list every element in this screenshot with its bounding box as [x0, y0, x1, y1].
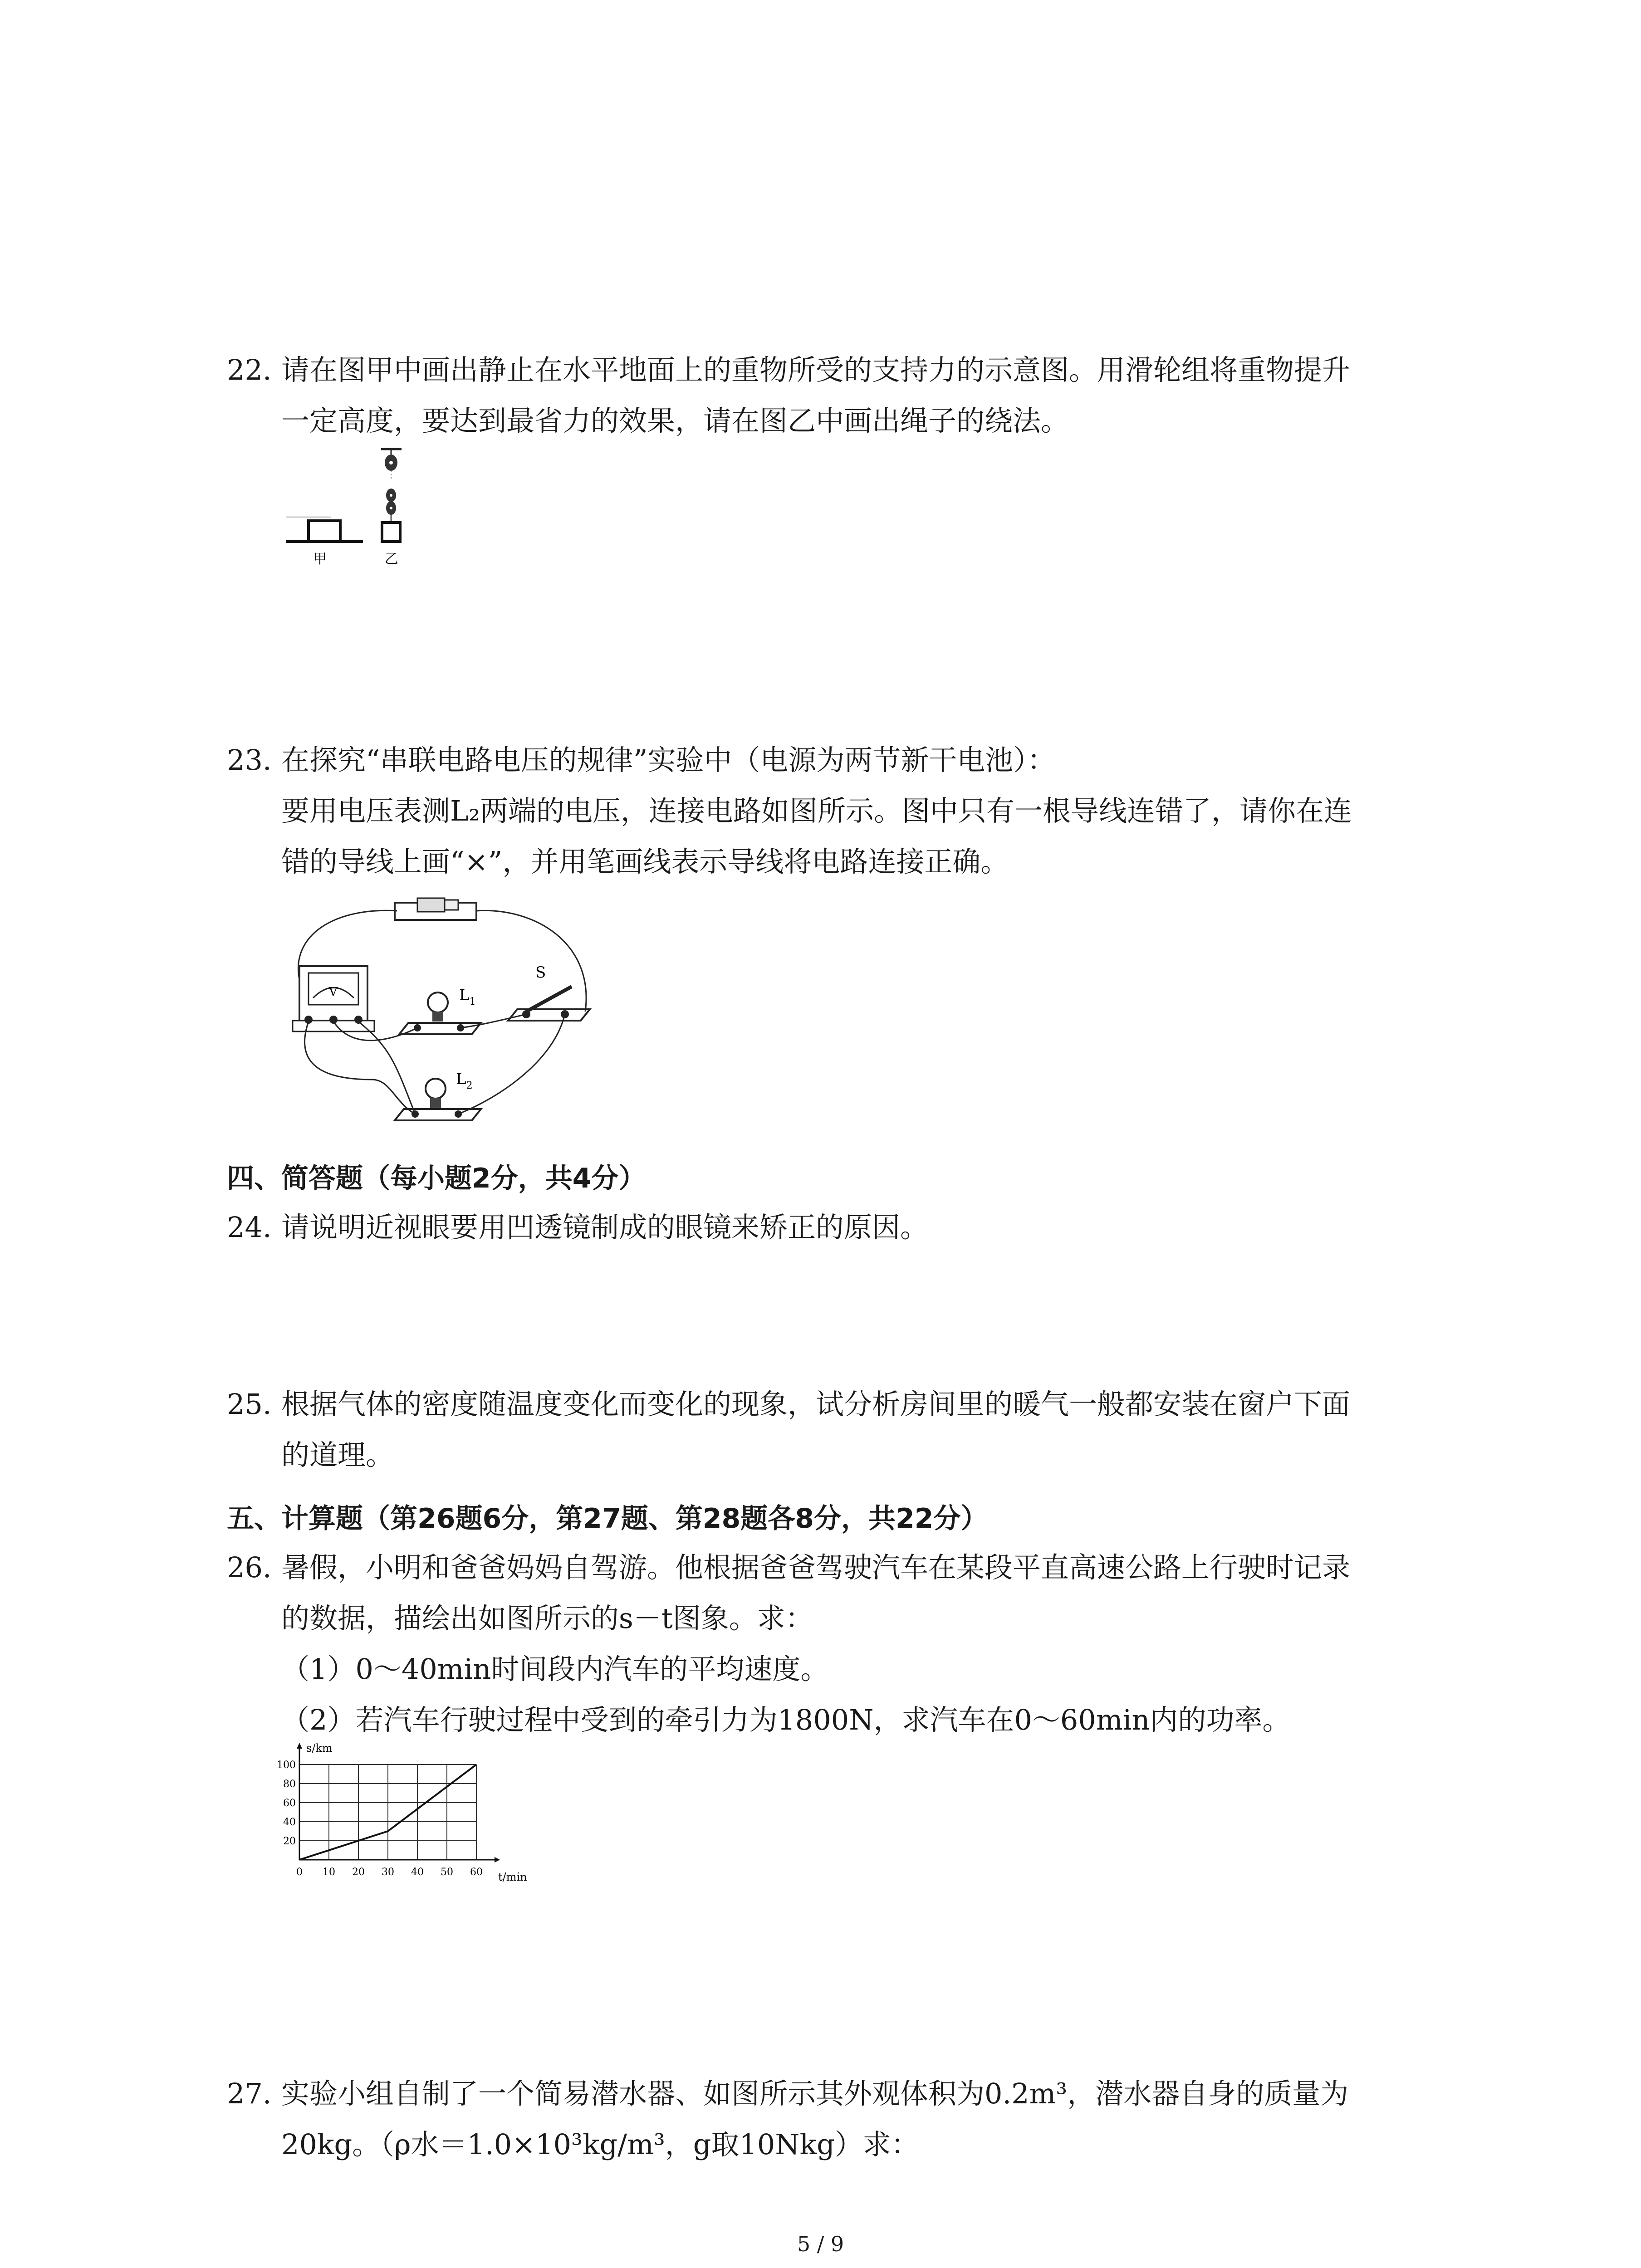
x-tick-label: 40 — [411, 1867, 424, 1878]
figure-23-circuit — [281, 889, 626, 1143]
x-tick-label: 0 — [296, 1867, 303, 1878]
x-axis-label: t/min — [498, 1871, 527, 1883]
question-text: 的数据，描绘出如图所示的s－t图象。求： — [281, 1602, 813, 1635]
y-tick-label: 40 — [283, 1817, 296, 1828]
page-number: 5 / 9 — [797, 2232, 844, 2256]
figure-22-weight-and-pulley — [281, 445, 445, 608]
question-number: 24. — [227, 1211, 272, 1244]
voltmeter-label: V — [329, 985, 338, 999]
switch-label: S — [535, 963, 546, 982]
question-number: 26. — [227, 1551, 272, 1584]
y-tick-label: 60 — [283, 1798, 296, 1809]
question-text: 错的导线上画“×”，并用笔画线表示导线将电路连接正确。 — [281, 845, 1009, 878]
question-25 — [227, 1379, 1452, 1481]
question-26 — [227, 1542, 1452, 1745]
question-subpart-1: （1）0～40min时间段内汽车的平均速度。 — [281, 1652, 829, 1686]
question-22 — [227, 345, 1452, 446]
x-tick-label: 20 — [352, 1867, 365, 1878]
question-text: 暑假，小明和爸爸妈妈自驾游。他根据爸爸驾驶汽车在某段平直高速公路上行驶时记录 — [281, 1551, 1351, 1584]
x-tick-label: 50 — [441, 1867, 453, 1878]
x-axis-arrow — [495, 1857, 500, 1862]
y-tick-label: 100 — [277, 1760, 296, 1771]
question-text: 在探究“串联电路电压的规律”实验中（电源为两节新干电池）： — [281, 743, 1056, 777]
lamp-l2-label: $L_2$ — [456, 1070, 473, 1091]
question-text: 要用电压表测L₂两端的电压，连接电路如图所示。图中只有一根导线连错了，请你在连 — [281, 794, 1352, 827]
question-number: 25. — [227, 1388, 272, 1421]
lamp-l1-label: $L_1$ — [459, 986, 476, 1007]
question-text: 请在图甲中画出静止在水平地面上的重物所受的支持力的示意图。用滑轮组将重物提升 — [281, 353, 1351, 386]
y-axis-arrow — [297, 1743, 302, 1749]
question-number: 22. — [227, 353, 272, 386]
figure-label-yi: 乙 — [385, 551, 398, 567]
question-text: 一定高度，要达到最省力的效果，请在图乙中画出绳子的绕法。 — [281, 404, 1069, 437]
question-23 — [227, 735, 1452, 887]
question-text: 20kg。（ρ水＝1.0×10³kg/m³，g取10Nkg）求： — [281, 2128, 919, 2161]
question-text: 的道理。 — [281, 1438, 394, 1471]
y-axis-label: s/km — [306, 1742, 333, 1755]
question-24 — [227, 1202, 1452, 1253]
question-number: 27. — [227, 2077, 272, 2110]
question-text: 实验小组自制了一个简易潜水器、如图所示其外观体积为0.2m³，潜水器自身的质量为 — [281, 2077, 1349, 2110]
x-tick-label: 10 — [323, 1867, 335, 1878]
question-27 — [227, 2068, 1452, 2170]
question-text: 根据气体的密度随温度变化而变化的现象，试分析房间里的暖气一般都安装在窗户下面 — [281, 1388, 1351, 1421]
y-tick-label: 20 — [283, 1836, 296, 1847]
x-tick-label: 30 — [382, 1867, 394, 1878]
figure-label-jia: 甲 — [313, 551, 327, 567]
x-tick-label: 60 — [470, 1867, 483, 1878]
y-tick-label: 80 — [283, 1779, 296, 1790]
section-4-title: 四、简答题（每小题2分，共4分） — [227, 1163, 646, 1194]
section-5-title: 五、计算题（第26题6分，第27题、第28题各8分，共22分） — [227, 1503, 988, 1535]
question-number: 23. — [227, 743, 272, 777]
figure-26-st-chart — [263, 1737, 544, 1887]
question-subpart-2: （2）若汽车行驶过程中受到的牵引力为1800N，求汽车在0～60min内的功率。 — [281, 1703, 1291, 1736]
question-text: 请说明近视眼要用凹透镜制成的眼镜来矫正的原因。 — [281, 1211, 929, 1244]
